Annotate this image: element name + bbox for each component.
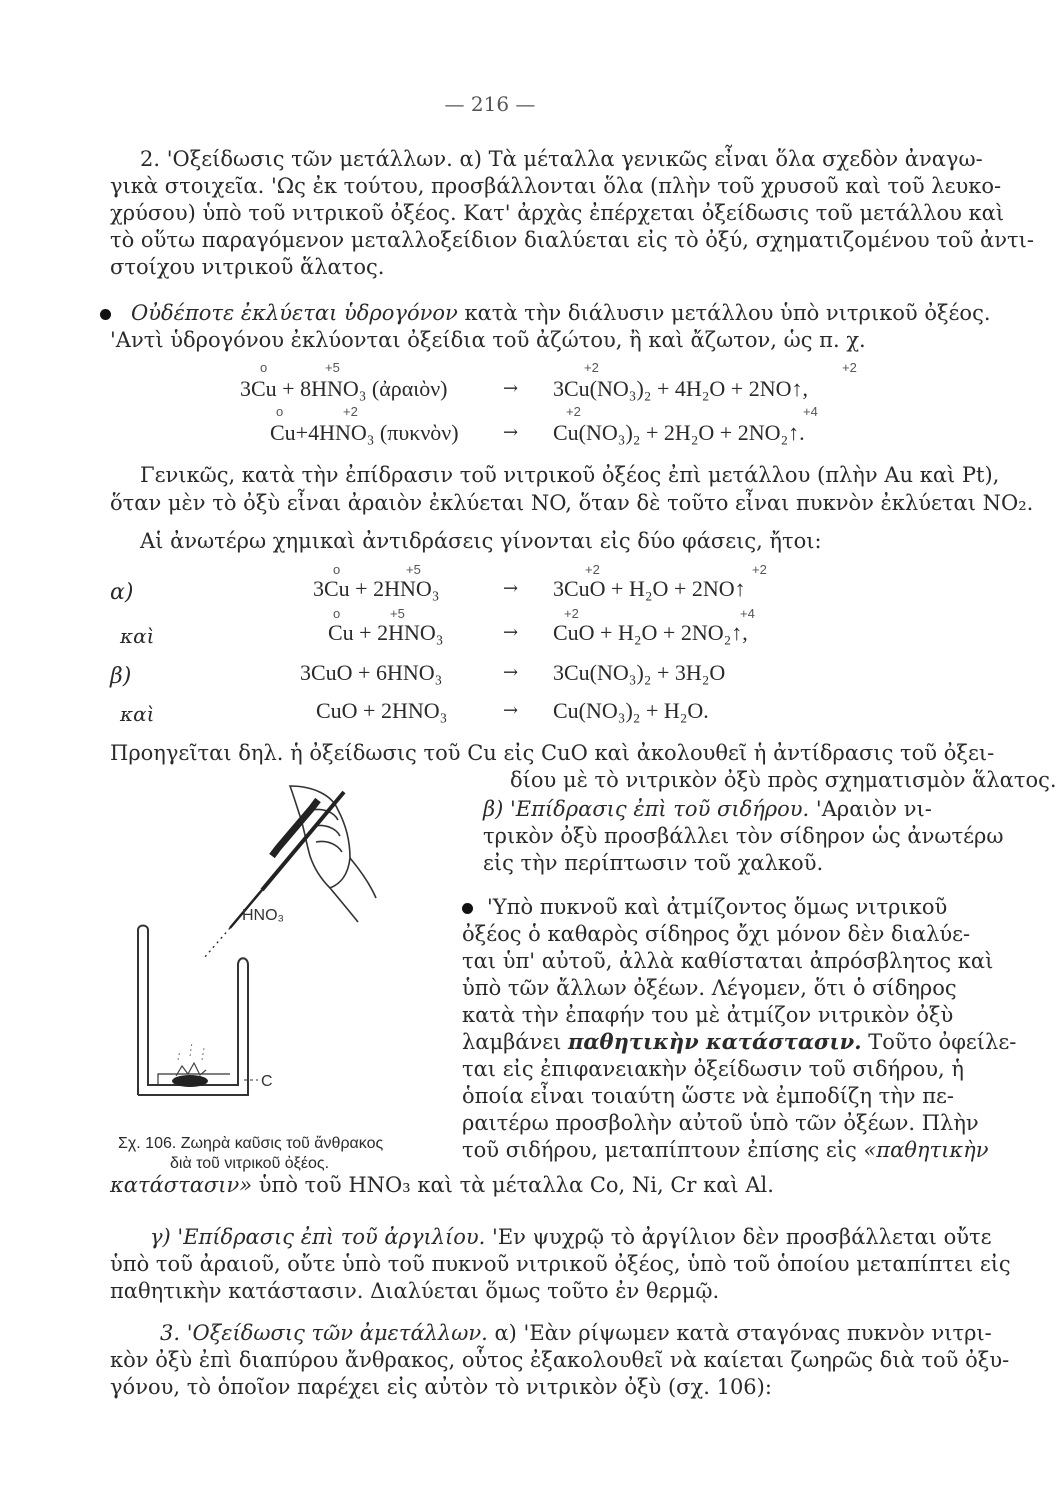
- equation-right: Cu(NO₃)₂ + 2H₂O + 2NO₂↑.: [553, 420, 805, 445]
- text-line: τρικὸν ὀξὺ προσβάλλει τὸν σίδηρον ὡς ἀνωτέρω: [483, 824, 1004, 848]
- text-line: Αἱ ἀνωτέρω χημικαὶ ἀντιδράσεις γίνονται εἰς δύο φάσεις, ἤτοι:: [140, 529, 822, 553]
- text-line: ραιτέρω προσβολὴν αὐτοῦ ὑπὸ τῶν ὀξέων. Πλὴν: [462, 1111, 979, 1135]
- text-line: ὑπὸ τῶν ἄλλων ὀξέων. Λέγομεν, ὅτι ὁ σίδηρος: [462, 976, 957, 1000]
- arrow-icon: →: [503, 662, 519, 683]
- text-line: ὑπὸ τοῦ ἀραιοῦ, οὔτε ὑπὸ τοῦ πυκνοῦ νιτρικοῦ ὀξέος, ὑπὸ τοῦ ὁποίου μεταπίπτει εἰς: [110, 1252, 1011, 1276]
- ox-number: +2: [842, 360, 857, 375]
- equation-left: Cu+4HNO₃ (πυκνὸν): [270, 420, 459, 445]
- arrow-icon: →: [503, 422, 519, 443]
- ox-number: +2: [566, 404, 581, 419]
- text-line: 2. 'Οξείδωσις τῶν μετάλλων. α) Τὰ μέταλλα γενικῶς εἶναι ὅλα σχεδὸν ἀναγω-: [140, 147, 983, 171]
- ox-number: o: [276, 404, 284, 419]
- figure-caption: διὰ τοῦ νιτρικοῦ ὀξέος.: [170, 1155, 330, 1172]
- note-line: 'Αντὶ ὑδρογόνου ἐκλύονται ὀξείδια τοῦ ἀζώτου, ἢ καὶ ἄζωτον, ὡς π. χ.: [110, 328, 866, 352]
- text-line: ται εἰς ἐπιφανειακὴν ὀξείδωσιν τοῦ σιδήρου, ἡ: [462, 1057, 964, 1081]
- figure-106: [118, 780, 448, 1110]
- label-c: C: [261, 1073, 273, 1090]
- bullet-icon: [462, 903, 473, 914]
- equation-left: 3Cu + 2HNO₃: [313, 576, 440, 601]
- coal-icon: [172, 1042, 208, 1087]
- ox-number: +2: [585, 562, 600, 577]
- ox-number: +2: [564, 606, 579, 621]
- equation-right: Cu(NO₃)₂ + H₂O.: [553, 698, 709, 723]
- ox-number: +5: [390, 606, 405, 621]
- text-line: κατάστασιν» ὑπὸ τοῦ HNO₃ καὶ τὰ μέταλλα Co, Ni, Cr καὶ Al.: [110, 1173, 774, 1197]
- section-heading: γ) 'Επίδρασις ἐπὶ τοῦ ἀργιλίου.: [150, 1225, 486, 1249]
- text-line: Γενικῶς, κατὰ τὴν ἐπίδρασιν τοῦ νιτρικοῦ ὀξέος ἐπὶ μετάλλου (πλὴν Au καὶ Pt),: [140, 463, 1000, 487]
- emphasis: κατάστασιν»: [110, 1173, 253, 1197]
- text-line: στοίχου νιτρικοῦ ἅλατος.: [110, 255, 385, 279]
- text-line: 3. 'Οξείδωσις τῶν ἀμετάλλων. α) 'Εὰν ρίψωμεν κατὰ σταγόνας πυκνὸν νιτρι-: [160, 1321, 992, 1345]
- emphasis: παθητικὴν κατάστασιν.: [568, 1029, 862, 1054]
- note-line: Οὐδέποτε ἐκλύεται ὑδρογόνον κατὰ τὴν διάλυσιν μετάλλου ὑπὸ νιτρικοῦ ὀξέος.: [100, 300, 991, 326]
- arrow-icon: →: [503, 378, 519, 399]
- reaction-label: α): [110, 580, 134, 605]
- text-line: γ) 'Επίδρασις ἐπὶ τοῦ ἀργιλίου. 'Εν ψυχρῷ τὸ ἀργίλιον δὲν προσβάλλεται οὔτε: [150, 1225, 992, 1249]
- text-line: τοῦ σιδήρου, μεταπίπτουν ἐπίσης εἰς «παθητικὴν: [462, 1138, 989, 1162]
- equation-right: 3Cu(NO₃)₂ + 3H₂O: [553, 660, 726, 685]
- reaction-label: καὶ: [120, 624, 155, 648]
- reaction-label: καὶ: [120, 702, 155, 726]
- text-line: γόνου, τὸ ὁποῖον παρέχει εἰς αὐτὸν τὸ νιτρικὸν ὀξὺ (σχ. 106):: [110, 1375, 772, 1399]
- section-heading: 3. 'Οξείδωσις τῶν ἀμετάλλων.: [160, 1321, 488, 1345]
- text-line: λαμβάνει παθητικὴν κατάστασιν. Τοῦτο ὀφείλε-: [462, 1029, 1017, 1054]
- text-line: ὁποία εἶναι τοιαύτη ὥστε νὰ ἐμποδίζη τὴν πε-: [462, 1084, 955, 1108]
- text-line: κὸν ὀξὺ ἐπὶ διαπύρου ἄνθρακος, οὗτος ἐξακολουθεῖ νὰ καίεται ζωηρῶς διὰ τοῦ ὀξυ-: [110, 1348, 1010, 1372]
- bullet-icon: [100, 309, 111, 320]
- section-heading-line: β) 'Επίδρασις ἐπὶ τοῦ σιδήρου. 'Αραιὸν νι-: [483, 797, 932, 821]
- equation-left: 3Cu + 8HNO₃ (ἀραιὸν): [240, 376, 448, 401]
- note-line: 'Υπὸ πυκνοῦ καὶ ἀτμίζοντος ὅμως νιτρικοῦ: [462, 894, 930, 920]
- text-line: ται ὑπ' αὐτοῦ, ἀλλὰ καθίσταται ἀπρόσβλητος καὶ: [462, 949, 994, 973]
- ox-number: +4: [803, 404, 818, 419]
- text-line: εἰς τὴν περίπτωσιν τοῦ χαλκοῦ.: [483, 851, 824, 875]
- text-line: ὅταν μὲν τὸ ὀξὺ εἶναι ἀραιὸν ἐκλύεται NO, ὅταν δὲ τοῦτο εἶναι πυκνὸν ἐκλύεται NO₂.: [110, 491, 1034, 515]
- page-number: — 216 —: [444, 92, 536, 116]
- text-line: δίου μὲ τὸ νιτρικὸν ὀξὺ πρὸς σχηματισμὸν ἅλατος.: [510, 768, 1057, 792]
- figure-caption: Σχ. 106. Ζωηρὰ καῦσις τοῦ ἄνθρακος: [118, 1135, 384, 1152]
- equation-right: 3CuO + H₂O + 2NO↑: [553, 576, 746, 601]
- arrow-icon: →: [503, 578, 519, 599]
- text-line: γικὰ στοιχεῖα. 'Ως ἐκ τούτου, προσβάλλονται ὅλα (πλὴν τοῦ χρυσοῦ καὶ τοῦ λευκο-: [110, 174, 1002, 198]
- cylinder-icon: [138, 926, 248, 1096]
- ox-number: +5: [406, 562, 421, 577]
- label-hno3: HNO₃: [242, 907, 285, 924]
- equation-left: Cu + 2HNO₃: [328, 620, 444, 645]
- equation-right: 3Cu(NO₃)₂ + 4H₂O + 2NO↑,: [553, 376, 808, 401]
- arrow-icon: →: [503, 700, 519, 721]
- section-heading: β) 'Επίδρασις ἐπὶ τοῦ σιδήρου.: [483, 797, 810, 821]
- emphasis: Οὐδέποτε ἐκλύεται ὑδρογόνον: [131, 301, 458, 325]
- reaction-label: β): [110, 664, 132, 689]
- text-line: τὸ οὕτω παραγόμενον μεταλλοξείδιον διαλύεται εἰς τὸ ὀξύ, σχηματιζομένου τοῦ ἀντι-: [110, 228, 1034, 252]
- text-line: ὀξέος ὁ καθαρὸς σίδηρος ὄχι μόνον δὲν διαλύε-: [462, 922, 971, 946]
- ox-number: +5: [325, 360, 340, 375]
- text-line: κατὰ τὴν ἐπαφήν του μὲ ἀτμίζον νιτρικὸν ὀξὺ: [462, 1003, 954, 1027]
- ox-number: o: [333, 562, 341, 577]
- equation-right: CuO + H₂O + 2NO₂↑,: [553, 620, 748, 645]
- text-line: Προηγεῖται δηλ. ἡ ὀξείδωσις τοῦ Cu εἰς CuO καὶ ἀκολουθεῖ ἡ ἀντίδρασις τοῦ ὀξει-: [110, 741, 995, 765]
- equation-left: CuO + 2HNO₃: [316, 698, 448, 723]
- ox-number: o: [333, 606, 341, 621]
- dropper-icon: [204, 792, 344, 958]
- equation-left: 3CuO + 6HNO₃: [300, 660, 443, 685]
- emphasis: «παθητικὴν: [863, 1138, 989, 1162]
- ox-number: +2: [752, 562, 767, 577]
- arrow-icon: →: [503, 622, 519, 643]
- ox-number: +2: [584, 360, 599, 375]
- ox-number: o: [260, 360, 268, 375]
- text-line: χρύσου) ὑπὸ τοῦ νιτρικοῦ ὀξέος. Κατ' ἀρχὰς ἐπέρχεται ὀξείδωσις τοῦ μετάλλου καὶ: [110, 201, 1005, 225]
- ox-number: +2: [343, 404, 358, 419]
- ox-number: +4: [740, 606, 755, 621]
- text-line: παθητικὴν κατάστασιν. Διαλύεται ὅμως τοῦτο ἐν θερμῷ.: [110, 1279, 720, 1303]
